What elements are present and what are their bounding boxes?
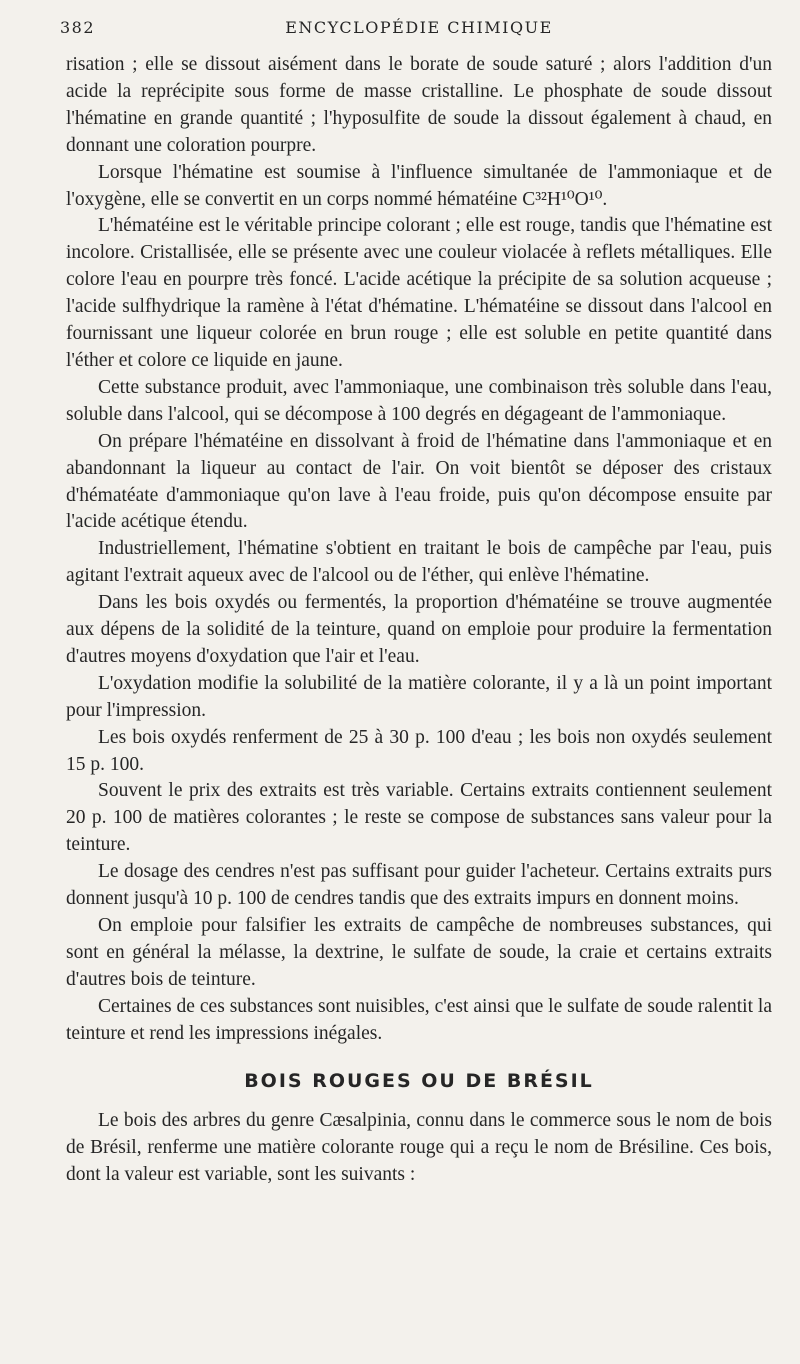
paragraph: Les bois oxydés renferment de 25 à 30 p. 100 d'eau ; les bois non oxydés seulement 15 p. 100. — [66, 726, 772, 775]
paragraph: On prépare l'hématéine en dissolvant à froid de l'hématine dans l'ammoniaque et en abandonnant la liqueur au contact de l'air. On voit bientôt se déposer des cristaux d'hématéate d'ammoniaque qu'on lave à l'eau froide, puis qu'on décompose ensuite par l'acide acétique étendu. — [66, 430, 772, 533]
paragraph: Dans les bois oxydés ou fermentés, la proportion d'hématéine se trouve augmentée aux dépens de la solidité de la teinture, quand on emploie pour produire la fermentation d'autres moyens d'oxydation que l'air et l'eau. — [66, 592, 772, 667]
section-title: BOIS ROUGES OU DE BRÉSIL — [244, 1069, 594, 1092]
paragraph: Le bois des arbres du genre Cæsalpinia, connu dans le commerce sous le nom de bois de Brésil, renferme une matière colorante rouge qui a reçu le nom de Brésiline. Ces bois, dont la valeur est variable, sont les suivants : — [66, 1110, 772, 1186]
paragraph: On emploie pour falsifier les extraits de campêche de nombreuses substances, qui sont en général la mélasse, la dextrine, le sulfate de soude, la craie et certains extraits d'autres bois de teinture. — [66, 915, 772, 990]
paragraph: risation ; elle se dissout aisément dans le borate de soude saturé ; alors l'addition d'un acide la reprécipite sous forme de masse cristalline. Le phosphate de soude dissout l'hématine en grande quantité ; l'hyposulfite de soude la dissout également à chaud, en donnant une coloration pourpre. — [66, 54, 772, 156]
paragraph: Cette substance produit, avec l'ammoniaque, une combinaison très soluble dans l'eau, soluble dans l'alcool, qui se décompose à 100 degrés en dégageant de l'ammoniaque. — [66, 376, 772, 425]
page-header — [60, 18, 772, 52]
paragraph: L'oxydation modifie la solubilité de la matière colorante, il y a là un point important pour l'impression. — [66, 672, 772, 721]
paragraph: Souvent le prix des extraits est très variable. Certains extraits contiennent seulement 20 p. 100 de matières colorantes ; le reste se compose de substances sans valeur pour la teinture. — [66, 780, 772, 856]
paragraph: Certaines de ces substances sont nuisibles, c'est ainsi que le sulfate de soude ralentit la teinture et rend les impressions inégales. — [66, 995, 772, 1044]
paragraph: Lorsque l'hématine est soumise à l'influence simultanée de l'ammoniaque et de l'oxygène, elle se convertit en un corps nommé hématéine C³²H¹⁰O¹⁰. — [66, 161, 772, 210]
body-text — [66, 52, 772, 1189]
paragraph: Industriellement, l'hématine s'obtient en traitant le bois de campêche par l'eau, puis agitant l'extrait aqueux avec de l'alcool ou de l'éther, qui enlève l'hématine. — [66, 538, 772, 587]
page-number: 382 — [60, 18, 96, 37]
paragraph: L'hématéine est le véritable principe colorant ; elle est rouge, tandis que l'hématine est incolore. Cristallisée, elle se présente avec une couleur violacée à reflets métalliques. Elle colore l'eau en pourpre très foncé. L'acide acétique la précipite de sa solution acqueuse ; l'acide sulfhydrique la ramène à l'état d'hématine. L'hématéine se dissout dans l'alcool en fournissant une liqueur colorée en brun rouge ; elle est soluble en petite quantité dans l'éther et colore ce liquide en jaune. — [66, 215, 772, 371]
running-title: ENCYCLOPÉDIE CHIMIQUE — [285, 18, 553, 37]
paragraph: Le dosage des cendres n'est pas suffisant pour guider l'acheteur. Certains extraits purs donnent jusqu'à 10 p. 100 de cendres tandis que des extraits impurs en donnent moins. — [66, 861, 772, 910]
